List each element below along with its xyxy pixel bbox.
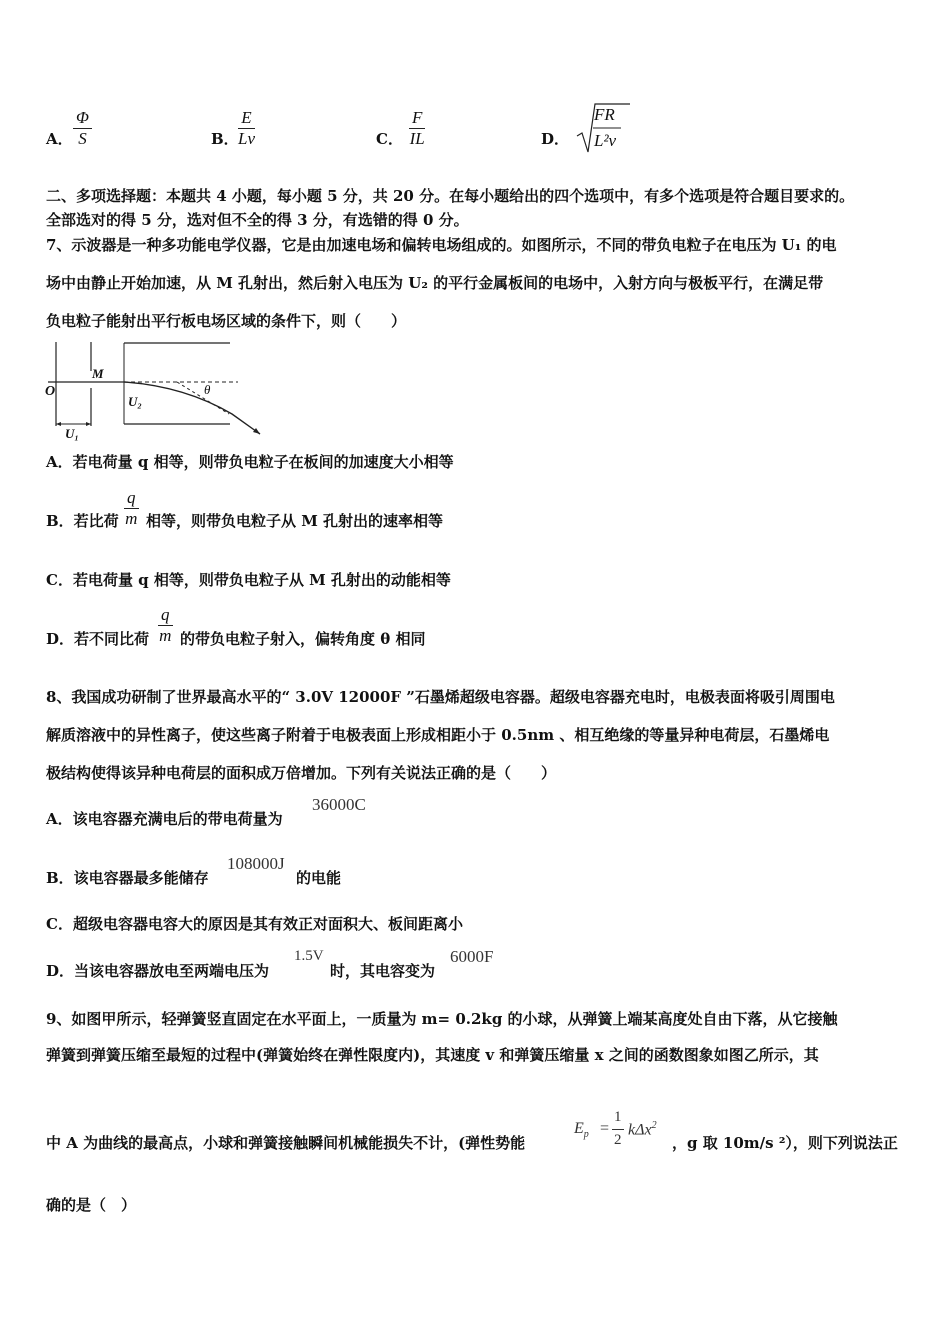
q8-option-a-value: 36000C xyxy=(312,795,366,814)
q8-option-b-value: 108000J xyxy=(227,854,285,873)
q8-option-b-suffix: 的电能 xyxy=(296,869,342,887)
q9-formula-ep: $E_p$ xyxy=(574,1120,589,1141)
q9-stem-line4: 确的是（ ） xyxy=(46,1196,137,1214)
q7-stem-line3: 负电粒子能射出平行板电场区域的条件下，则（ ） xyxy=(46,312,407,330)
q6-option-a-label: A． xyxy=(46,130,73,148)
q6-option-d-label: D． xyxy=(541,130,570,148)
q6-b-denominator: Lv xyxy=(238,129,255,148)
q9-stem-line3-suffix: ，g 取 10m/s ²），则下列说法正 xyxy=(672,1134,898,1152)
q7-option-b-fraction xyxy=(124,488,139,529)
section2-line1: 二、多项选择题：本题共 4 小题，每小题 5 分，共 20 分。在每小题给出的四个选项中，有多个选项是符合题目要求的。 xyxy=(46,187,855,205)
q7-fig-label-u1: U₁ xyxy=(65,426,79,441)
q7-option-b-prefix: B．若比荷 xyxy=(46,512,119,530)
q6-c-denominator: IL xyxy=(409,129,425,148)
q7-fig-label-u2: U₂ xyxy=(128,394,142,409)
q7-option-c: C．若电荷量 q 相等，则带负电粒子从 M 孔射出的动能相等 xyxy=(46,571,451,589)
q9-stem-line3-prefix: 中 A 为曲线的最高点，小球和弹簧接触瞬间机械能损失不计，(弹性势能 xyxy=(46,1134,526,1152)
q7-b-denominator: m xyxy=(125,509,138,528)
q8-stem-line2: 解质溶液中的异性离子，使这些离子附着于电极表面上形成相距小于 0.5nm 、相互绝缘的等量异种电荷层，石墨烯电 xyxy=(46,726,830,744)
section2-line2: 全部选对的得 5 分，选对但不全的得 3 分，有选错的得 0 分。 xyxy=(46,211,469,229)
q7-option-b-suffix: 相等，则带负电粒子从 M 孔射出的速率相等 xyxy=(146,512,444,530)
q8-option-b: B．该电容器最多能储存 xyxy=(46,869,209,887)
q8-option-a: A．该电容器充满电后的带电荷量为 xyxy=(46,810,283,828)
q6-option-c-formula xyxy=(409,108,425,149)
q7-option-d-fraction xyxy=(158,605,173,646)
q7-option-d-prefix: D．若不同比荷 xyxy=(46,630,150,648)
q6-option-b-label: B． xyxy=(211,130,239,148)
q8-option-d-value2: 6000F xyxy=(450,947,494,966)
q8-option-d: D．当该电容器放电至两端电压为 xyxy=(46,962,270,980)
q6-option-c-label: C． xyxy=(376,130,403,148)
q7-d-denominator: m xyxy=(159,626,172,645)
q9-formula-two: 2 xyxy=(614,1132,622,1148)
q7-stem-line1: 7、示波器是一种多功能电学仪器，它是由加速电场和偏转电场组成的。如图所示，不同的带负电粒子在电压为 U₁ 的电 xyxy=(46,236,837,254)
q7-d-numerator: q xyxy=(158,605,173,626)
q6-a-denominator: S xyxy=(78,129,87,148)
q7-b-numerator: q xyxy=(124,488,139,509)
q7-fig-label-o: O xyxy=(45,384,56,399)
q6-d-denominator: L²v xyxy=(594,131,617,150)
q8-stem-line1: 8、我国成功研制了世界最高水平的“ 3.0V 12000F ”石墨烯超级电容器。超级电容器充电时，电极表面将吸引周围电 xyxy=(46,688,835,706)
q9-formula-one: 1 xyxy=(614,1109,622,1125)
q7-fig-label-theta: θ xyxy=(204,382,211,397)
q7-option-d-suffix: 的带负电粒子射入，偏转角度 θ 相同 xyxy=(180,630,426,648)
q9-formula-kdx: kΔx$^2$ xyxy=(628,1120,657,1139)
q7-option-a: A．若电荷量 q 相等，则带负电粒子在板间的加速度大小相等 xyxy=(46,453,454,471)
q9-stem-line2: 弹簧到弹簧压缩至最短的过程中(弹簧始终在弹性限度内)，其速度 v 和弹簧压缩量 x 之间的函数图象如图乙所示，其 xyxy=(46,1046,819,1064)
q6-d-numerator: FR xyxy=(594,105,615,124)
q8-option-d-value1: 1.5V xyxy=(294,948,324,964)
q8-option-d-middle: 时，其电容变为 xyxy=(330,962,436,980)
q6-a-numerator: Φ xyxy=(73,108,92,129)
q7-oscilloscope-figure xyxy=(44,338,274,446)
q6-b-numerator: E xyxy=(238,108,255,129)
q8-option-c: C．超级电容器电容大的原因是其有效正对面积大、板间距离小 xyxy=(46,915,463,933)
q9-elastic-energy-formula xyxy=(572,1108,672,1158)
q7-stem-line2: 场中由静止开始加速，从 M 孔射出，然后射入电压为 U₂ 的平行金属板间的电场中，入射方向与极板平行，在满足带 xyxy=(46,274,824,292)
q7-fig-label-m: M xyxy=(92,366,104,381)
q9-formula-bar xyxy=(612,1129,624,1130)
q6-option-d-formula xyxy=(575,100,631,156)
q6-option-a-formula xyxy=(73,108,92,149)
q6-c-numerator: F xyxy=(409,108,425,129)
q6-option-b-formula xyxy=(238,108,255,149)
q9-formula-equals: = xyxy=(600,1120,610,1137)
q8-stem-line3: 极结构使得该异种电荷层的面积成万倍增加。下列有关说法正确的是（ ） xyxy=(46,764,557,782)
q9-stem-line1: 9、如图甲所示，轻弹簧竖直固定在水平面上，一质量为 m= 0.2kg 的小球，从弹簧上端某高度处自由下落，从它接触 xyxy=(46,1010,838,1028)
